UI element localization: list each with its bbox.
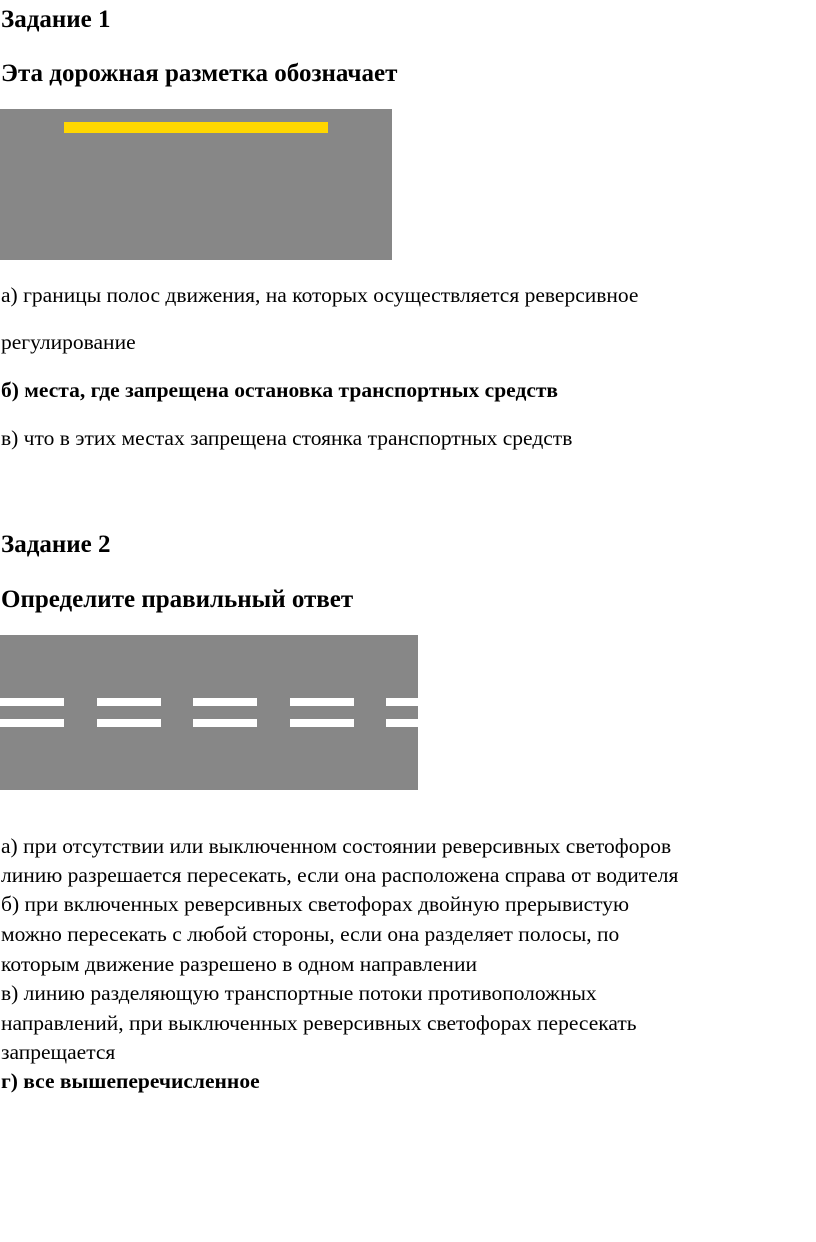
dashed-line-segment (193, 719, 257, 727)
yellow-solid-line (64, 122, 328, 133)
dashed-line-segment (290, 719, 354, 727)
task2-option-a-line1: а) при отсутствии или выключенном состоянии реверсивных светофоров (1, 834, 672, 858)
task2-question: Определите правильный ответ (1, 586, 354, 613)
dashed-line-segment (0, 719, 64, 727)
task1-option-a-line1: а) границы полос движения, на которых осуществляется реверсивное (1, 283, 639, 307)
task1-option-b: б) места, где запрещена остановка транспортных средств (1, 378, 559, 402)
task1-title: Задание 1 (1, 6, 111, 33)
dashed-line-segment (97, 698, 161, 706)
task2-option-b-line3: которым движение разрешено в одном направлении (1, 952, 477, 976)
dashed-line-segment (0, 698, 64, 706)
task2-option-c-line1: в) линию разделяющую транспортные потоки противоположных (1, 981, 597, 1005)
task1-question: Эта дорожная разметка обозначает (1, 60, 398, 87)
task1-option-c: в) что в этих местах запрещена стоянка транспортных средств (1, 426, 573, 450)
task2-option-c-line3: запрещается (1, 1040, 116, 1064)
task1-option-a-line2: регулирование (1, 330, 136, 354)
task2-option-c-line2: направлений, при выключенных реверсивных светофорах пересекать (1, 1011, 637, 1035)
task2-title: Задание 2 (1, 531, 111, 558)
dashed-line-segment (386, 719, 418, 727)
task2-option-b-line1: б) при включенных реверсивных светофорах двойную прерывистую (1, 892, 630, 916)
dashed-line-segment (386, 698, 418, 706)
dashed-line-segment (193, 698, 257, 706)
task2-option-a-line2: линию разрешается пересекать, если она расположена справа от водителя (1, 863, 679, 887)
road-image-double-dashed-line (0, 635, 418, 790)
task2-option-b-line2: можно пересекать с любой стороны, если она разделяет полосы, по (1, 922, 620, 946)
dashed-line-segment (290, 698, 354, 706)
road-image-yellow-line (0, 109, 392, 260)
dashed-line-segment (97, 719, 161, 727)
task2-option-d: г) все вышеперечисленное (1, 1069, 260, 1093)
